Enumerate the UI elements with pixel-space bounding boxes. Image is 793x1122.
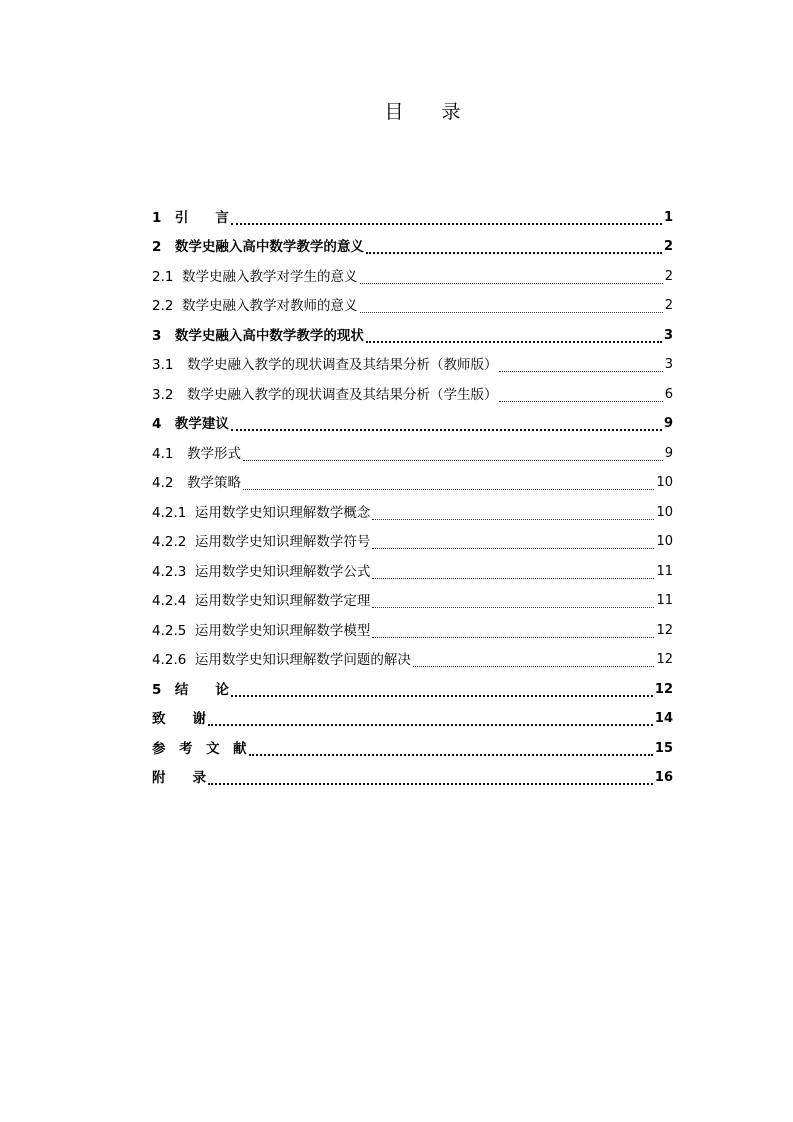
toc-entry-label: 4.1 教学形式: [152, 445, 241, 462]
dot-leader: [243, 488, 654, 490]
toc-entry-label: 附 录: [152, 770, 206, 787]
toc-entry[interactable]: [152, 764, 673, 794]
toc-entry-page: 11: [656, 593, 673, 609]
dot-leader: [413, 665, 655, 667]
dot-leader: [366, 251, 662, 254]
dot-leader: [372, 547, 654, 549]
toc-entry[interactable]: [152, 646, 673, 676]
toc-entry[interactable]: [152, 675, 673, 705]
dot-leader: [243, 459, 663, 461]
toc-entry-page: 2: [664, 298, 673, 314]
toc-entry-label: 2.2 数学史融入教学对教师的意义: [152, 298, 358, 315]
toc-entry-label: 4.2.6 运用数学史知识理解数学问题的解决: [152, 652, 411, 669]
toc-entry[interactable]: [152, 587, 673, 617]
toc-entry[interactable]: [152, 734, 673, 764]
dot-leader: [372, 577, 654, 579]
toc-entry[interactable]: [152, 557, 673, 587]
toc-entry-page: 10: [656, 475, 673, 491]
toc-entry-page: 15: [654, 740, 673, 756]
toc-entry-label: 4.2.1 运用数学史知识理解数学概念: [152, 504, 371, 521]
toc-entry-page: 10: [656, 504, 673, 520]
toc-entry[interactable]: [152, 705, 673, 735]
toc-entry-page: 3: [663, 327, 673, 343]
toc-entry-page: 1: [663, 209, 673, 225]
toc-entry-page: 12: [656, 622, 673, 638]
dot-leader: [208, 782, 653, 785]
toc-entry-page: 14: [654, 711, 673, 727]
toc-entry-label: 3.2 数学史融入教学的现状调查及其结果分析（学生版）: [152, 386, 498, 403]
toc-entry-label: 参 考 文 献: [152, 740, 247, 757]
toc-entry[interactable]: [152, 469, 673, 499]
toc-entry-label: 2.1 数学史融入教学对学生的意义: [152, 268, 358, 285]
toc-entry-page: 2: [664, 268, 673, 284]
dot-leader: [372, 518, 654, 520]
dot-leader: [360, 282, 663, 284]
dot-leader: [372, 606, 654, 608]
toc-entry[interactable]: [152, 292, 673, 322]
toc-entry[interactable]: [152, 616, 673, 646]
dot-leader: [372, 636, 654, 638]
toc-entry-page: 11: [656, 563, 673, 579]
toc-entry-label: 4.2.4 运用数学史知识理解数学定理: [152, 593, 371, 610]
dot-leader: [231, 222, 662, 225]
dot-leader: [499, 400, 662, 402]
toc-entry[interactable]: [152, 498, 673, 528]
table-of-contents: [152, 203, 673, 793]
toc-entry-label: 1 引 言: [152, 209, 229, 226]
toc-entry-label: 4.2 教学策略: [152, 475, 241, 492]
toc-entry-label: 4.2.2 运用数学史知识理解数学符号: [152, 534, 371, 551]
toc-entry[interactable]: [152, 233, 673, 263]
dot-leader: [231, 694, 653, 697]
toc-entry-page: 9: [663, 416, 673, 432]
toc-entry-label: 5 结 论: [152, 681, 229, 698]
toc-entry-label: 4.2.5 运用数学史知识理解数学模型: [152, 622, 371, 639]
toc-entry-label: 致 谢: [152, 711, 206, 728]
toc-entry-page: 16: [654, 770, 673, 786]
toc-entry-label: 3 数学史融入高中数学教学的现状: [152, 327, 364, 344]
toc-entry-page: 2: [663, 239, 673, 255]
dot-leader: [499, 370, 662, 372]
toc-entry[interactable]: [152, 380, 673, 410]
toc-entry-page: 3: [664, 357, 673, 373]
dot-leader: [231, 428, 662, 431]
toc-entry-page: 12: [656, 652, 673, 668]
toc-entry[interactable]: [152, 439, 673, 469]
toc-entry[interactable]: [152, 351, 673, 381]
toc-entry-page: 10: [656, 534, 673, 550]
toc-entry-page: 9: [664, 445, 673, 461]
dot-leader: [249, 753, 653, 756]
toc-entry-label: 2 数学史融入高中数学教学的意义: [152, 239, 364, 256]
toc-entry[interactable]: [152, 528, 673, 558]
toc-entry[interactable]: [152, 262, 673, 292]
toc-entry-label: 3.1 数学史融入教学的现状调查及其结果分析（教师版）: [152, 357, 498, 374]
toc-entry[interactable]: [152, 321, 673, 351]
toc-entry-page: 6: [664, 386, 673, 402]
toc-entry-label: 4 教学建议: [152, 416, 229, 433]
toc-entry[interactable]: [152, 203, 673, 233]
dot-leader: [366, 340, 662, 343]
dot-leader: [360, 311, 663, 313]
toc-entry-page: 12: [654, 681, 673, 697]
toc-entry-label: 4.2.3 运用数学史知识理解数学公式: [152, 563, 371, 580]
dot-leader: [208, 723, 653, 726]
toc-entry[interactable]: [152, 410, 673, 440]
page-title: 目 录: [384, 101, 461, 123]
